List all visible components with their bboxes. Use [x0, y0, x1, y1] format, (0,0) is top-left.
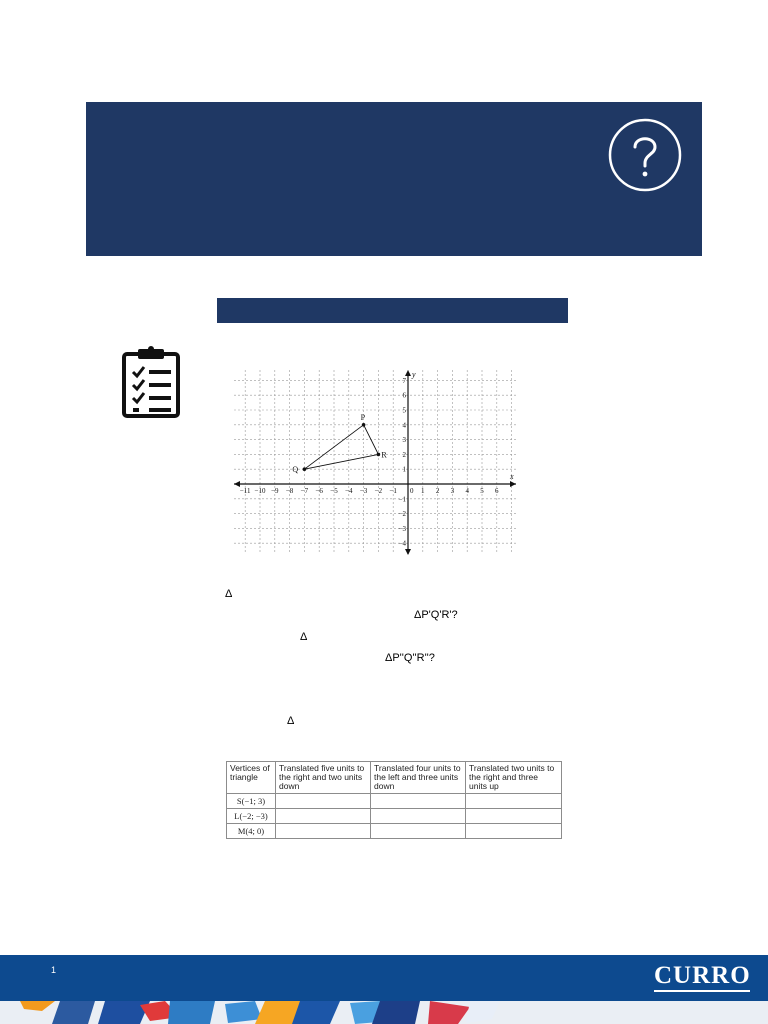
section-title-bar [217, 298, 568, 323]
y-axis-arrow [405, 370, 411, 376]
decorative-shapes [0, 1001, 768, 1024]
coordinate-graph [232, 368, 520, 556]
x-tick-label: −2 [374, 487, 383, 495]
logo-text: CURRO [654, 962, 751, 989]
vertex-label: Q [292, 465, 299, 475]
answer-cell[interactable] [466, 824, 562, 839]
x-tick-label: −9 [271, 487, 279, 495]
vertex-label: P [360, 412, 366, 422]
vertex-point [377, 453, 381, 457]
y-tick-label: −2 [398, 510, 406, 519]
decorative-footer-strip [0, 1001, 768, 1024]
y-tick-label: 7 [402, 376, 406, 385]
x-tick-label: −11 [239, 487, 251, 495]
table-row [227, 794, 562, 809]
x-tick-label: −7 [300, 487, 309, 495]
y-tick-label: 4 [402, 421, 406, 430]
answer-cell[interactable] [371, 794, 466, 809]
table-row [227, 824, 562, 839]
vertex-point [303, 467, 307, 471]
x-tick-label: 6 [495, 487, 499, 495]
answer-cell[interactable] [276, 809, 371, 824]
y-tick-label: 6 [402, 391, 406, 400]
header-banner [86, 102, 702, 256]
x-tick-label: 0 [410, 487, 414, 495]
x-tick-label: −5 [330, 487, 338, 495]
x-tick-label: −6 [315, 487, 323, 495]
x-axis-label: x [510, 472, 514, 481]
vertex-cell: L(−2; −3) [227, 809, 276, 824]
y-tick-label: −3 [398, 524, 406, 533]
y-axis-arrow [405, 549, 411, 555]
question-1-image-label: ΔP'Q'R'? [414, 609, 458, 621]
x-tick-label: −10 [254, 487, 266, 495]
table-header-translation-1: Translated five units to the right and two units down [276, 762, 371, 794]
y-tick-label: 5 [402, 406, 406, 415]
x-tick-label: 1 [421, 487, 425, 495]
footer-bar [0, 955, 768, 1001]
answer-cell[interactable] [466, 794, 562, 809]
triangle-pqr [304, 425, 378, 469]
x-tick-label: 2 [435, 487, 440, 495]
table-header-row [227, 762, 562, 794]
page-number: 1 [51, 965, 57, 975]
table-header-translation-2: Translated four units to the left and three units down [371, 762, 466, 794]
x-tick-label: −3 [359, 487, 368, 495]
x-tick-label: 5 [480, 487, 484, 495]
y-tick-label: 2 [402, 450, 406, 459]
y-tick-label: −1 [398, 495, 406, 504]
x-tick-label: 4 [465, 487, 469, 495]
x-tick-label: 3 [450, 487, 455, 495]
question-3-symbol: Δ [287, 715, 295, 727]
answer-cell[interactable] [276, 794, 371, 809]
table-header-translation-3: Translated two units to the right and three units up [466, 762, 562, 794]
curro-logo [654, 962, 751, 992]
x-tick-label: −4 [345, 487, 353, 495]
vertex-label: R [381, 450, 387, 460]
vertex-cell: M(4; 0) [227, 824, 276, 839]
x-axis-arrow [510, 481, 516, 487]
vertex-cell: S(−1; 3) [227, 794, 276, 809]
table-row [227, 809, 562, 824]
x-tick-label: −8 [285, 487, 294, 495]
question-1-symbol: Δ [225, 588, 233, 600]
answer-cell[interactable] [371, 824, 466, 839]
clipboard-checklist-icon [120, 346, 182, 418]
y-tick-label: 1 [402, 465, 406, 474]
y-tick-label: −4 [398, 539, 406, 548]
y-tick-label: 3 [402, 436, 406, 445]
table-header-vertices: Vertices of triangle [227, 762, 276, 794]
x-tick-label: −1 [389, 487, 397, 495]
translation-table [226, 761, 562, 839]
y-axis-label: y [412, 370, 416, 379]
question-2-image-label: ΔP''Q''R''? [385, 652, 435, 664]
question-2-symbol: Δ [300, 631, 308, 643]
answer-cell[interactable] [276, 824, 371, 839]
answer-cell[interactable] [466, 809, 562, 824]
question-circle-icon [608, 118, 682, 192]
logo-underline [654, 990, 750, 992]
vertex-point [362, 423, 366, 427]
answer-cell[interactable] [371, 809, 466, 824]
